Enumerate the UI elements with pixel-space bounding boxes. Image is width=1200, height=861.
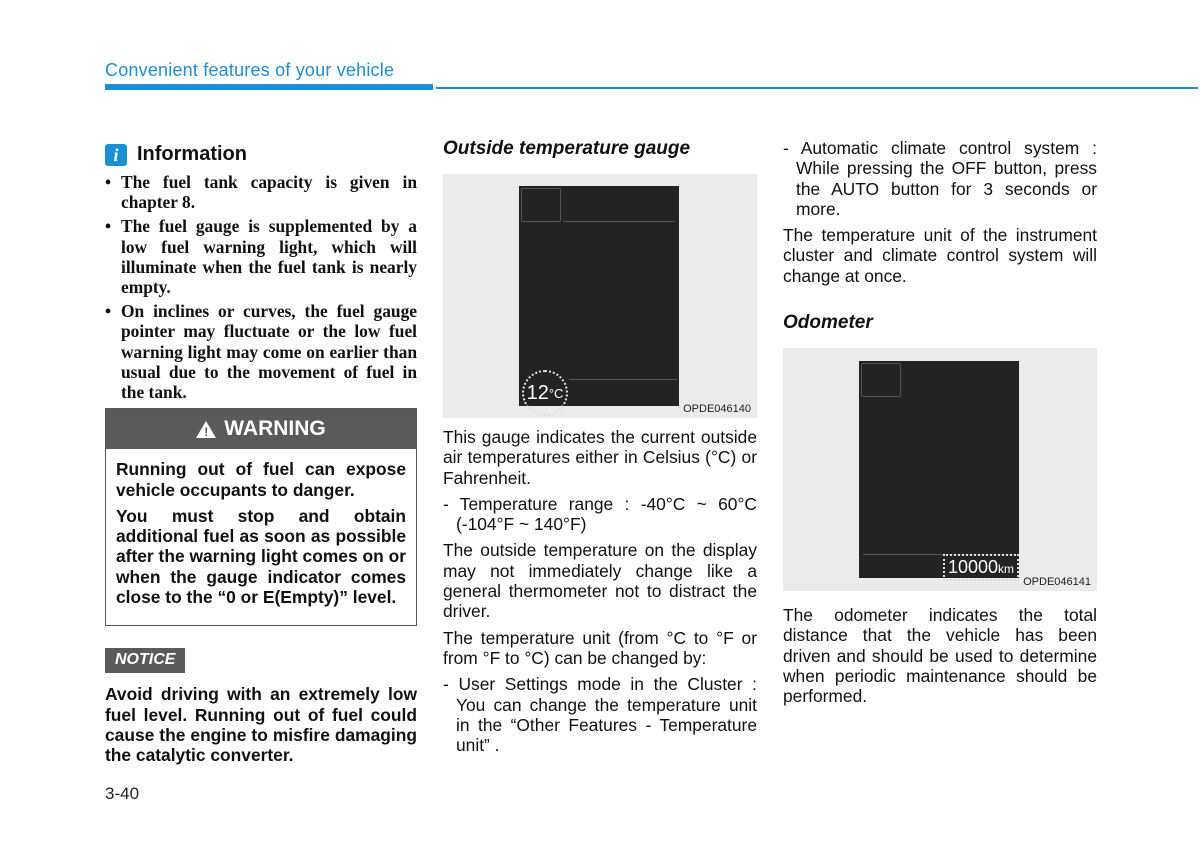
notice-badge: NOTICE xyxy=(105,648,185,673)
warning-body xyxy=(106,449,416,625)
information-bullet: • The fuel gauge is supplemented by a low fuel warning light, which will illuminate when the fuel tank is nearly empty. xyxy=(105,216,417,297)
middle-column xyxy=(443,138,757,761)
page-number: 3-40 xyxy=(105,784,140,803)
right-column xyxy=(783,138,1097,713)
temperature-unit: °C xyxy=(548,385,564,401)
warning-header xyxy=(106,409,416,449)
display-line xyxy=(569,379,677,380)
info-icon: i xyxy=(105,144,127,166)
dash-item: - Temperature range : -40°C ~ 60°C (-104°F ~ 140°F) xyxy=(443,493,757,535)
dash-item: - User Settings mode in the Cluster : You can change the temperature unit in the “Other Features - Temperature unit” . xyxy=(443,674,757,756)
outside-temperature-figure xyxy=(443,174,757,418)
warning-title: WARNING xyxy=(224,417,326,441)
temperature-readout xyxy=(522,370,568,416)
odometer-unit: km xyxy=(998,562,1014,577)
display-corner-box xyxy=(521,188,561,222)
left-column xyxy=(105,143,417,766)
display-corner-box xyxy=(861,363,901,397)
section-header-title: Convenient features of your vehicle xyxy=(105,60,395,80)
information-heading xyxy=(105,143,417,166)
cluster-display xyxy=(859,361,1019,578)
body-paragraph: The odometer indicates the total distance that the vehicle has been driven and should be used to determine when periodic maintenance should be performed. xyxy=(783,605,1097,707)
outside-temperature-title: Outside temperature gauge xyxy=(443,138,691,159)
information-list xyxy=(105,172,417,402)
display-line xyxy=(563,221,675,222)
information-bullet: • The fuel tank capacity is given in chapter 8. xyxy=(105,172,417,212)
figure-caption: OPDE046140 xyxy=(683,403,751,415)
notice-text: Avoid driving with an extremely low fuel level. Running out of fuel could cause the engine to misfire damaging the catalytic converter. xyxy=(105,684,417,766)
body-paragraph: The temperature unit (from °C to °F or from °F to °C) can be changed by: xyxy=(443,627,757,668)
dash-item: - Automatic climate control system : While pressing the OFF button, press the AUTO button for 3 seconds or more. xyxy=(783,138,1097,219)
outside-temperature-text xyxy=(443,427,757,755)
warning-triangle-icon: ! xyxy=(196,421,216,438)
header-accent-bar xyxy=(105,84,433,90)
warning-paragraph: Running out of fuel can expose vehicle occupants to danger. xyxy=(116,459,406,500)
odometer-value: 10000 xyxy=(947,557,998,578)
temperature-value: 12 xyxy=(526,381,549,404)
odometer-title: Odometer xyxy=(783,312,873,334)
header-rule xyxy=(436,87,1198,89)
odometer-figure xyxy=(783,348,1097,591)
warning-box xyxy=(105,408,417,626)
information-title: Information xyxy=(137,143,247,165)
body-paragraph: The outside temperature on the display may not immediately change like a general thermometer not to distract the driver. xyxy=(443,540,757,622)
cluster-display xyxy=(519,186,679,406)
body-paragraph: The temperature unit of the instrument cluster and climate control system will change at once. xyxy=(783,225,1097,286)
body-paragraph: This gauge indicates the current outside air temperatures either in Celsius (°C) or Fahrenheit. xyxy=(443,427,757,488)
information-bullet: • On inclines or curves, the fuel gauge pointer may fluctuate or the low fuel warning light may come on earlier than usual due to the movement of fuel in the tank. xyxy=(105,301,417,402)
warning-paragraph: You must stop and obtain additional fuel as soon as possible after the warning light comes on or when the gauge indicator comes close to the “0 or E(Empty)” level. xyxy=(116,505,406,608)
odometer-readout xyxy=(943,554,1019,581)
figure-caption: OPDE046141 xyxy=(1023,576,1091,589)
